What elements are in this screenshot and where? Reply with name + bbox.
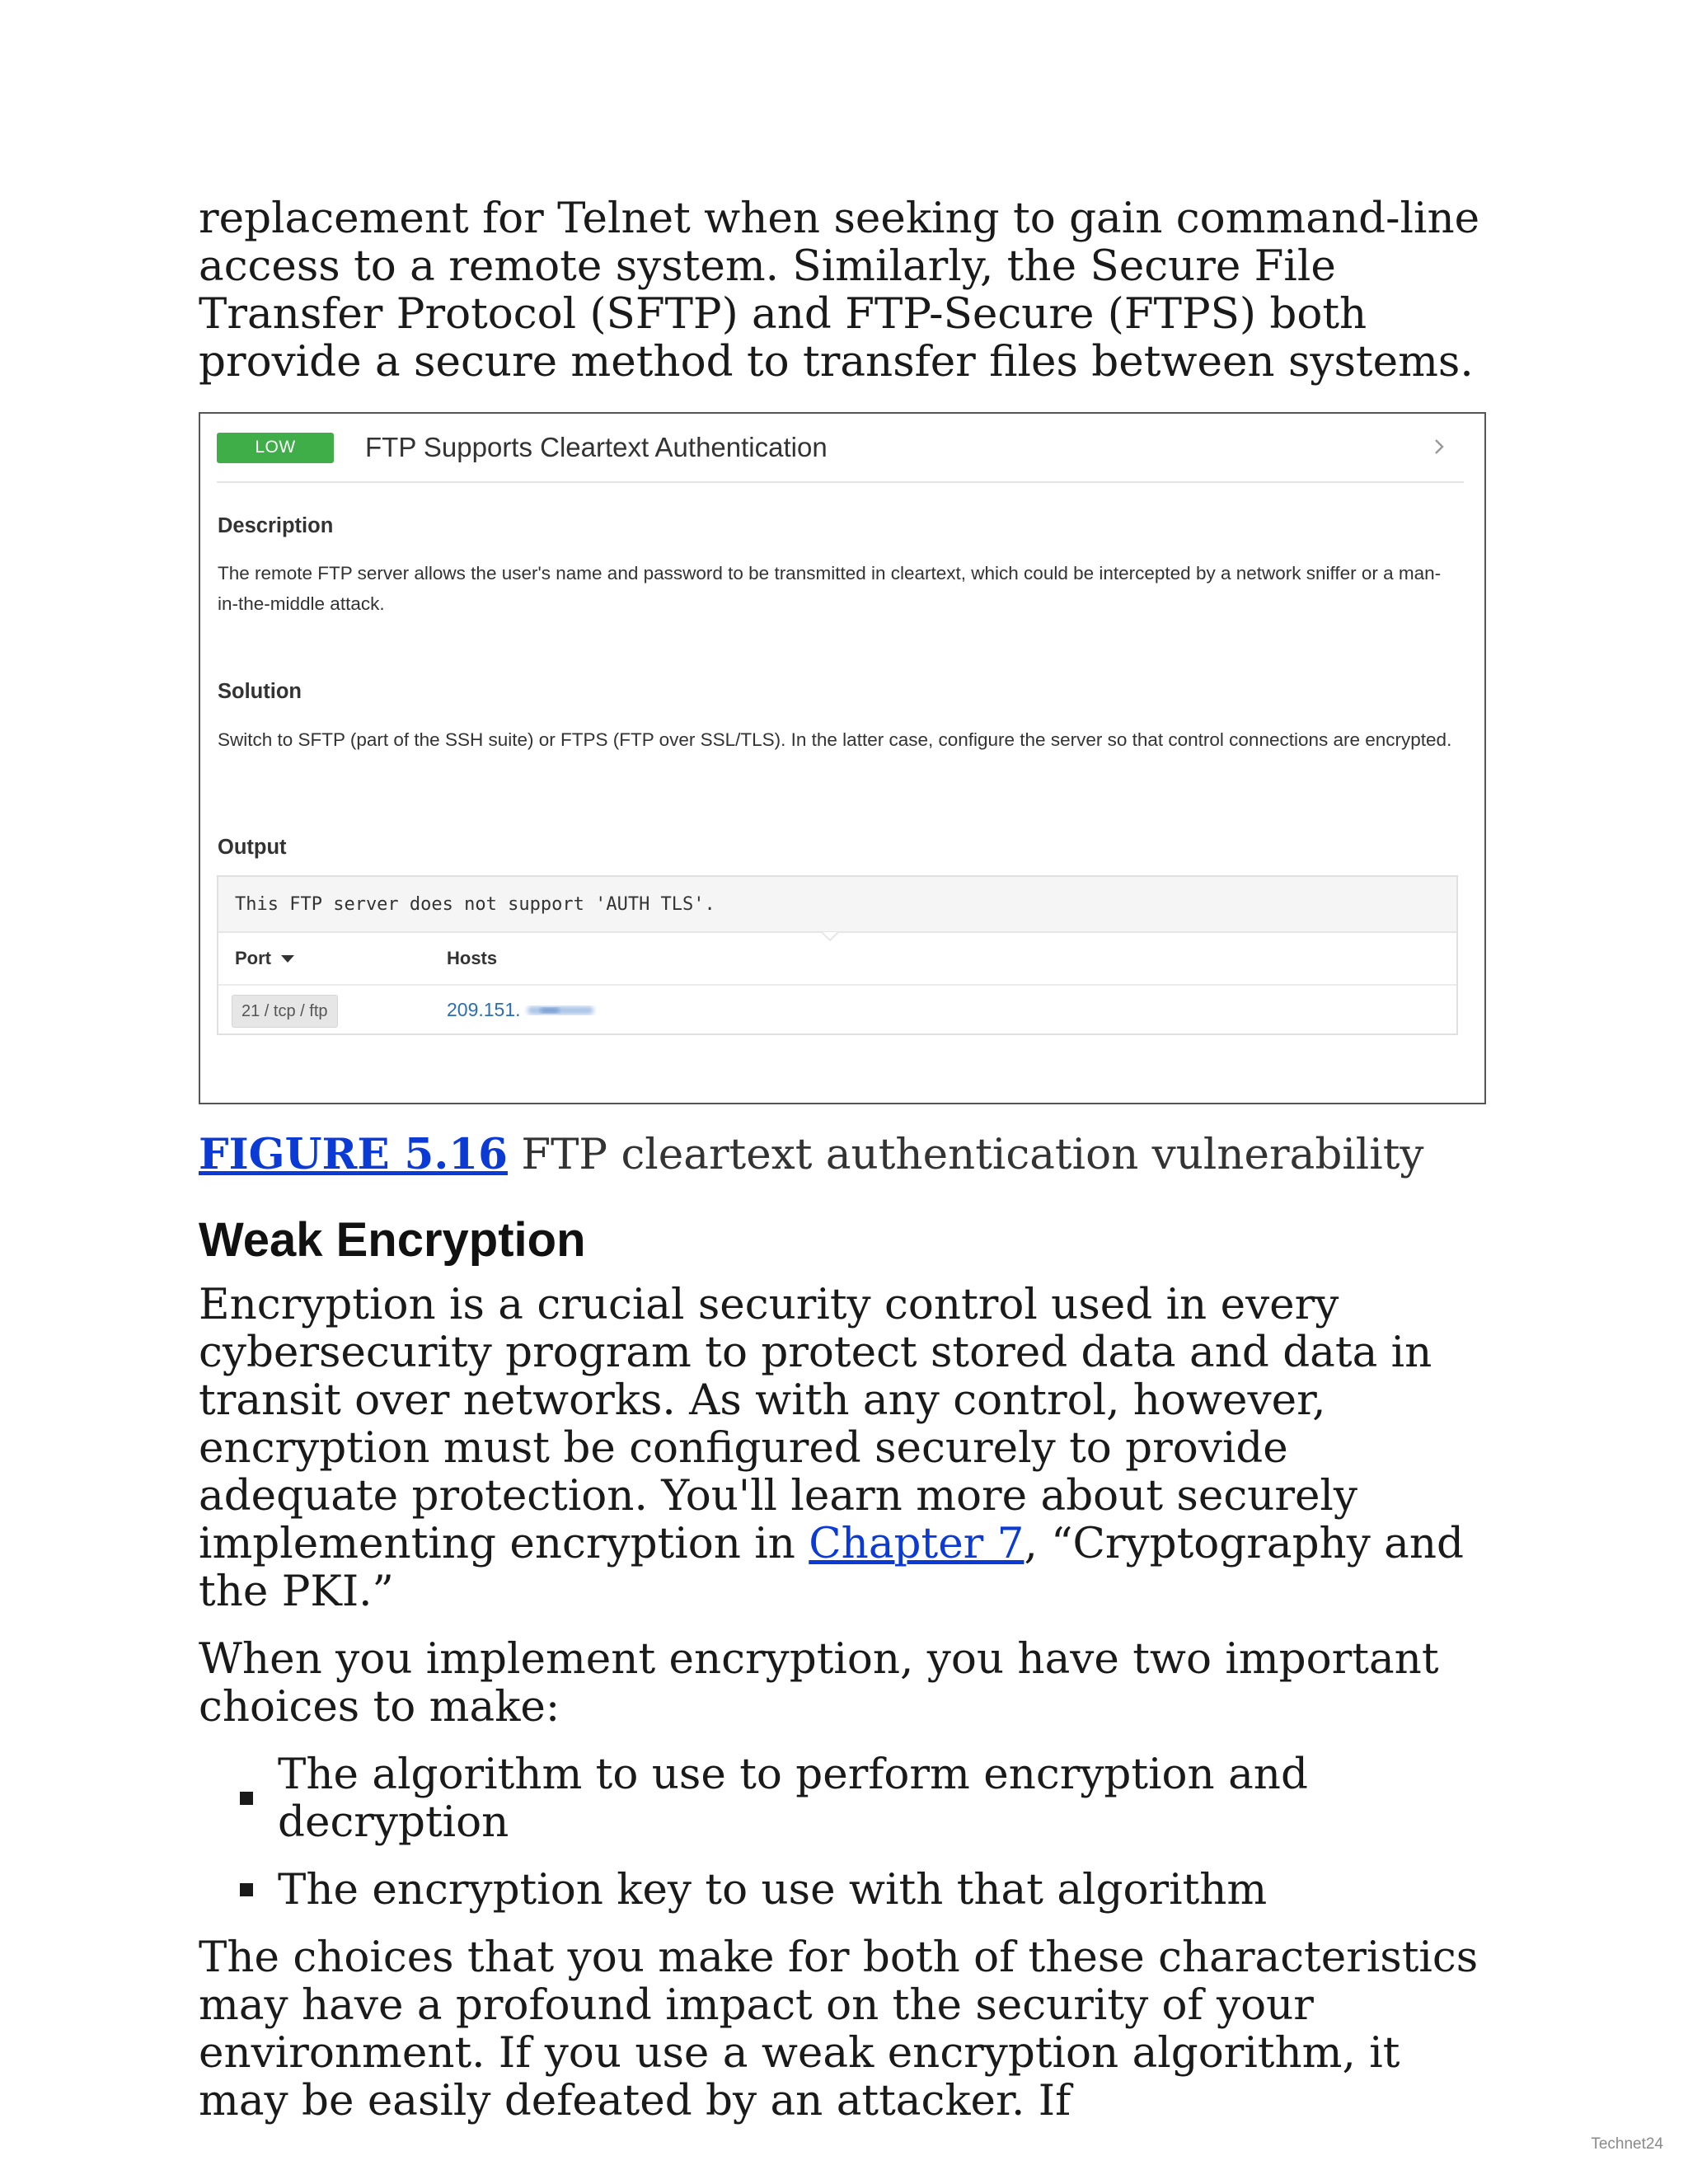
bullet-square-icon — [240, 1792, 253, 1805]
closing-paragraph: The choices that you make for both of these characteristics may have a profound impact on the security of your environment. If you use a weak encryption algorithm, it may be easily defeated by an attacker. If — [199, 1933, 1479, 2125]
host-link[interactable] — [447, 999, 598, 1021]
chevron-right-icon[interactable] — [1427, 432, 1451, 462]
table-row — [218, 986, 1456, 1037]
list-item-text: The algorithm to use to perform encryption and decryption — [278, 1750, 1308, 1847]
intro-paragraph: replacement for Telnet when seeking to gain command-line access to a remote system. Similarly, the Secure File Transfer Protocol (SFTP) and FTP-Secure (FTPS) both provide a secure method to transfer files between systems. — [199, 194, 1480, 387]
bullet-square-icon — [240, 1883, 253, 1896]
finding-title: FTP Supports Cleartext Authentication — [365, 432, 828, 462]
figure-screenshot — [199, 412, 1486, 1104]
list-item-text: The encryption key to use with that algorithm — [278, 1865, 1268, 1915]
finding-header[interactable] — [217, 414, 1464, 483]
redacted-blur — [523, 1002, 598, 1019]
encryption-paragraph — [199, 1281, 1484, 1615]
list-item — [199, 1750, 1484, 1846]
caption-text: FTP cleartext authentication vulnerability — [507, 1130, 1424, 1179]
port-value: 21 / tcp / ftp — [232, 995, 338, 1028]
watermark: Technet24 — [1591, 2135, 1663, 2153]
solution-label: Solution — [218, 680, 302, 703]
encryption-text-before: Encryption is a crucial security control used in every cybersecurity program to protect stored data and data in transit over networks. As with any control, however, encryption must be configured securely to provide adequate protection. You'll learn more about securely implementing encryption in — [199, 1280, 1432, 1568]
output-code-text: This FTP server does not support 'AUTH TLS'. — [235, 893, 715, 915]
sort-down-icon[interactable] — [281, 955, 294, 963]
output-panel — [217, 875, 1458, 1035]
output-label: Output — [218, 836, 287, 859]
hosts-column-header: Hosts — [447, 948, 498, 968]
host-value: 209.151. — [447, 999, 521, 1020]
figure-caption — [199, 1131, 1484, 1179]
solution-text: Switch to SFTP (part of the SSH suite) or FTPS (FTP over SSL/TLS). In the latter case, configure the server so that control connections are encrypted. — [218, 729, 1452, 750]
port-header-label: Port — [235, 948, 271, 968]
list-item — [199, 1866, 1484, 1914]
severity-badge: LOW — [217, 433, 334, 463]
table-header — [218, 933, 1456, 986]
encryption-text-after: , “Cryptography and the PKI.” — [199, 1519, 1465, 1616]
description-text: The remote FTP server allows the user's name and password to be transmitted in cleartext, which could be intercepted by a network sniffer or a man-in-the-middle attack. — [218, 563, 1442, 614]
choices-paragraph: When you implement encryption, you have two important choices to make: — [199, 1634, 1439, 1732]
chapter-link[interactable]: Chapter 7 — [809, 1519, 1025, 1568]
section-heading: Weak Encryption — [199, 1213, 586, 1267]
port-column-header[interactable] — [235, 948, 294, 969]
page-content — [199, 194, 1484, 2144]
figure-link[interactable]: FIGURE 5.16 — [199, 1130, 508, 1179]
output-code — [218, 877, 1456, 933]
choices-list — [199, 1750, 1484, 1914]
description-label: Description — [218, 514, 334, 537]
